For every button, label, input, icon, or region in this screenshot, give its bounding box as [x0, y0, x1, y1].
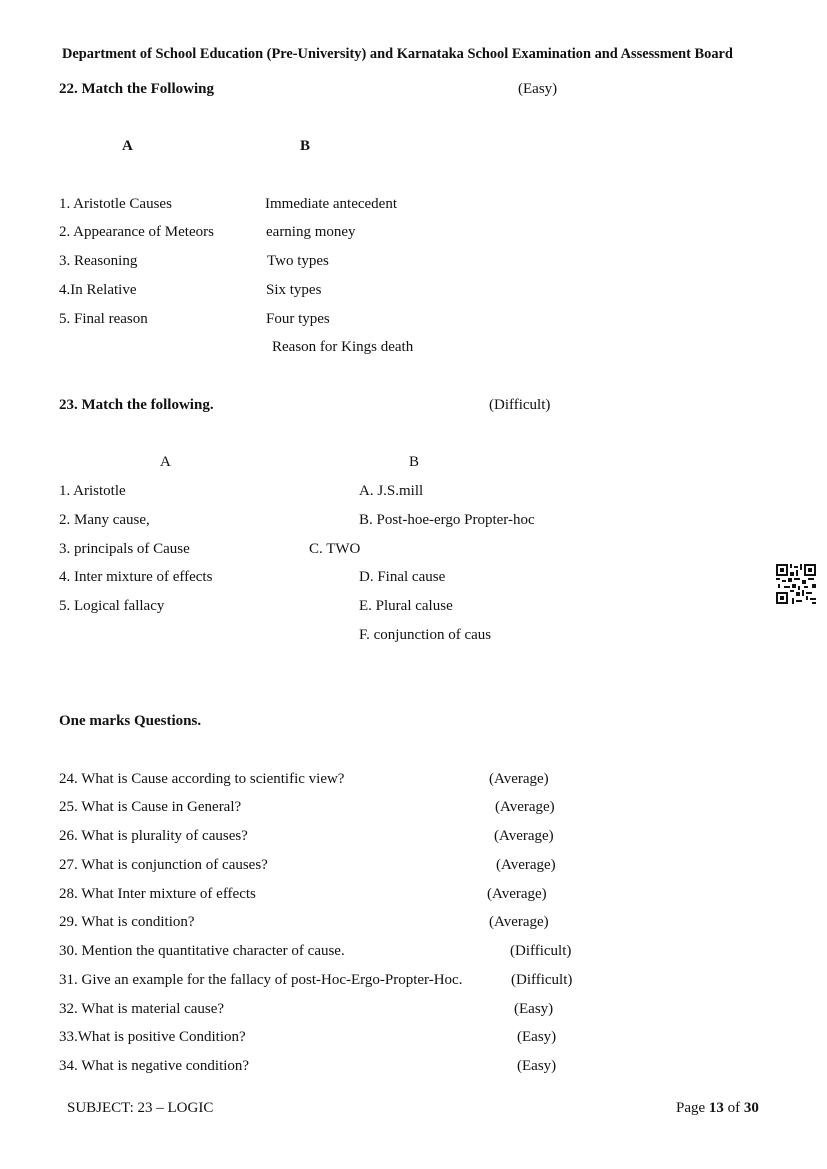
question-text: 28. What Inter mixture of effects — [59, 886, 256, 902]
question-text: 29. What is condition? — [59, 914, 195, 930]
question-difficulty: (Average) — [489, 914, 549, 930]
question-difficulty: (Easy) — [517, 1058, 557, 1074]
q22-item-b: Reason for Kings death — [272, 339, 414, 355]
question-difficulty: (Average) — [494, 828, 554, 844]
question-difficulty: (Difficult) — [511, 972, 573, 988]
q23-difficulty: (Difficult) — [489, 397, 551, 413]
question-difficulty: (Average) — [487, 886, 547, 902]
question-text: 31. Give an example for the fallacy of post-Hoc-Ergo-Propter-Hoc. — [59, 972, 463, 988]
question-text: 24. What is Cause according to scientific view? — [59, 771, 345, 787]
q22-item-b: Six types — [266, 282, 322, 298]
page-of-label: of — [727, 1100, 741, 1116]
question-text: 30. Mention the quantitative character of cause. — [59, 943, 345, 959]
q22-item-b: Immediate antecedent — [265, 196, 398, 212]
q22-item-b: Two types — [267, 253, 329, 269]
q23-item-b: F. conjunction of caus — [359, 627, 492, 643]
footer-subject: SUBJECT: 23 – LOGIC — [67, 1100, 214, 1116]
q23-title: 23. Match the following. — [59, 397, 214, 413]
q22-title: 22. Match the Following — [59, 81, 214, 97]
q22-item-b: earning money — [266, 224, 356, 240]
q23-item-a: 2. Many cause, — [59, 512, 150, 528]
question-text: 27. What is conjunction of causes? — [59, 857, 268, 873]
question-text: 32. What is material cause? — [59, 1001, 225, 1017]
q22-item-a: 5. Final reason — [59, 311, 148, 327]
page-number — [676, 1099, 759, 1117]
page-label: Page — [676, 1100, 706, 1116]
q23-item-b: A. J.S.mill — [359, 483, 424, 499]
q22-column-a-heading: A — [122, 138, 133, 154]
question-difficulty: (Average) — [496, 857, 556, 873]
q22-item-b: Four types — [266, 311, 330, 327]
q23-item-b: E. Plural caluse — [359, 598, 453, 614]
q22-item-a: 3. Reasoning — [59, 253, 138, 269]
question-text: 34. What is negative condition? — [59, 1058, 250, 1074]
question-text: 33.What is positive Condition? — [59, 1029, 246, 1045]
q23-item-b: C. TWO — [309, 541, 361, 557]
question-text: 26. What is plurality of causes? — [59, 828, 248, 844]
q22-item-a: 1. Aristotle Causes — [59, 196, 172, 212]
question-text: 25. What is Cause in General? — [59, 799, 242, 815]
q23-item-b: D. Final cause — [359, 569, 446, 585]
question-difficulty: (Easy) — [514, 1001, 554, 1017]
page-current: 13 — [708, 1100, 724, 1116]
q23-column-a-heading: A — [160, 454, 171, 470]
one-marks-title: One marks Questions. — [59, 713, 202, 729]
q23-item-a: 3. principals of Cause — [59, 541, 190, 557]
q23-item-a: 5. Logical fallacy — [59, 598, 165, 614]
page-header: Department of School Education (Pre-University) and Karnataka School Examination and Assessment Board — [62, 46, 733, 62]
q22-item-a: 4.In Relative — [59, 282, 137, 298]
q23-column-b-heading: B — [409, 454, 420, 470]
qr-code-icon — [776, 564, 816, 604]
question-difficulty: (Easy) — [517, 1029, 557, 1045]
question-difficulty: (Difficult) — [510, 943, 572, 959]
q22-column-b-heading: B — [300, 138, 311, 154]
q22-difficulty: (Easy) — [518, 81, 558, 97]
q23-item-a: 4. Inter mixture of effects — [59, 569, 213, 585]
q23-item-b: B. Post-hoe-ergo Propter-hoc — [359, 512, 535, 528]
page-total: 30 — [743, 1100, 759, 1116]
question-difficulty: (Average) — [495, 799, 555, 815]
q23-item-a: 1. Aristotle — [59, 483, 126, 499]
q22-item-a: 2. Appearance of Meteors — [59, 224, 214, 240]
question-difficulty: (Average) — [489, 771, 549, 787]
